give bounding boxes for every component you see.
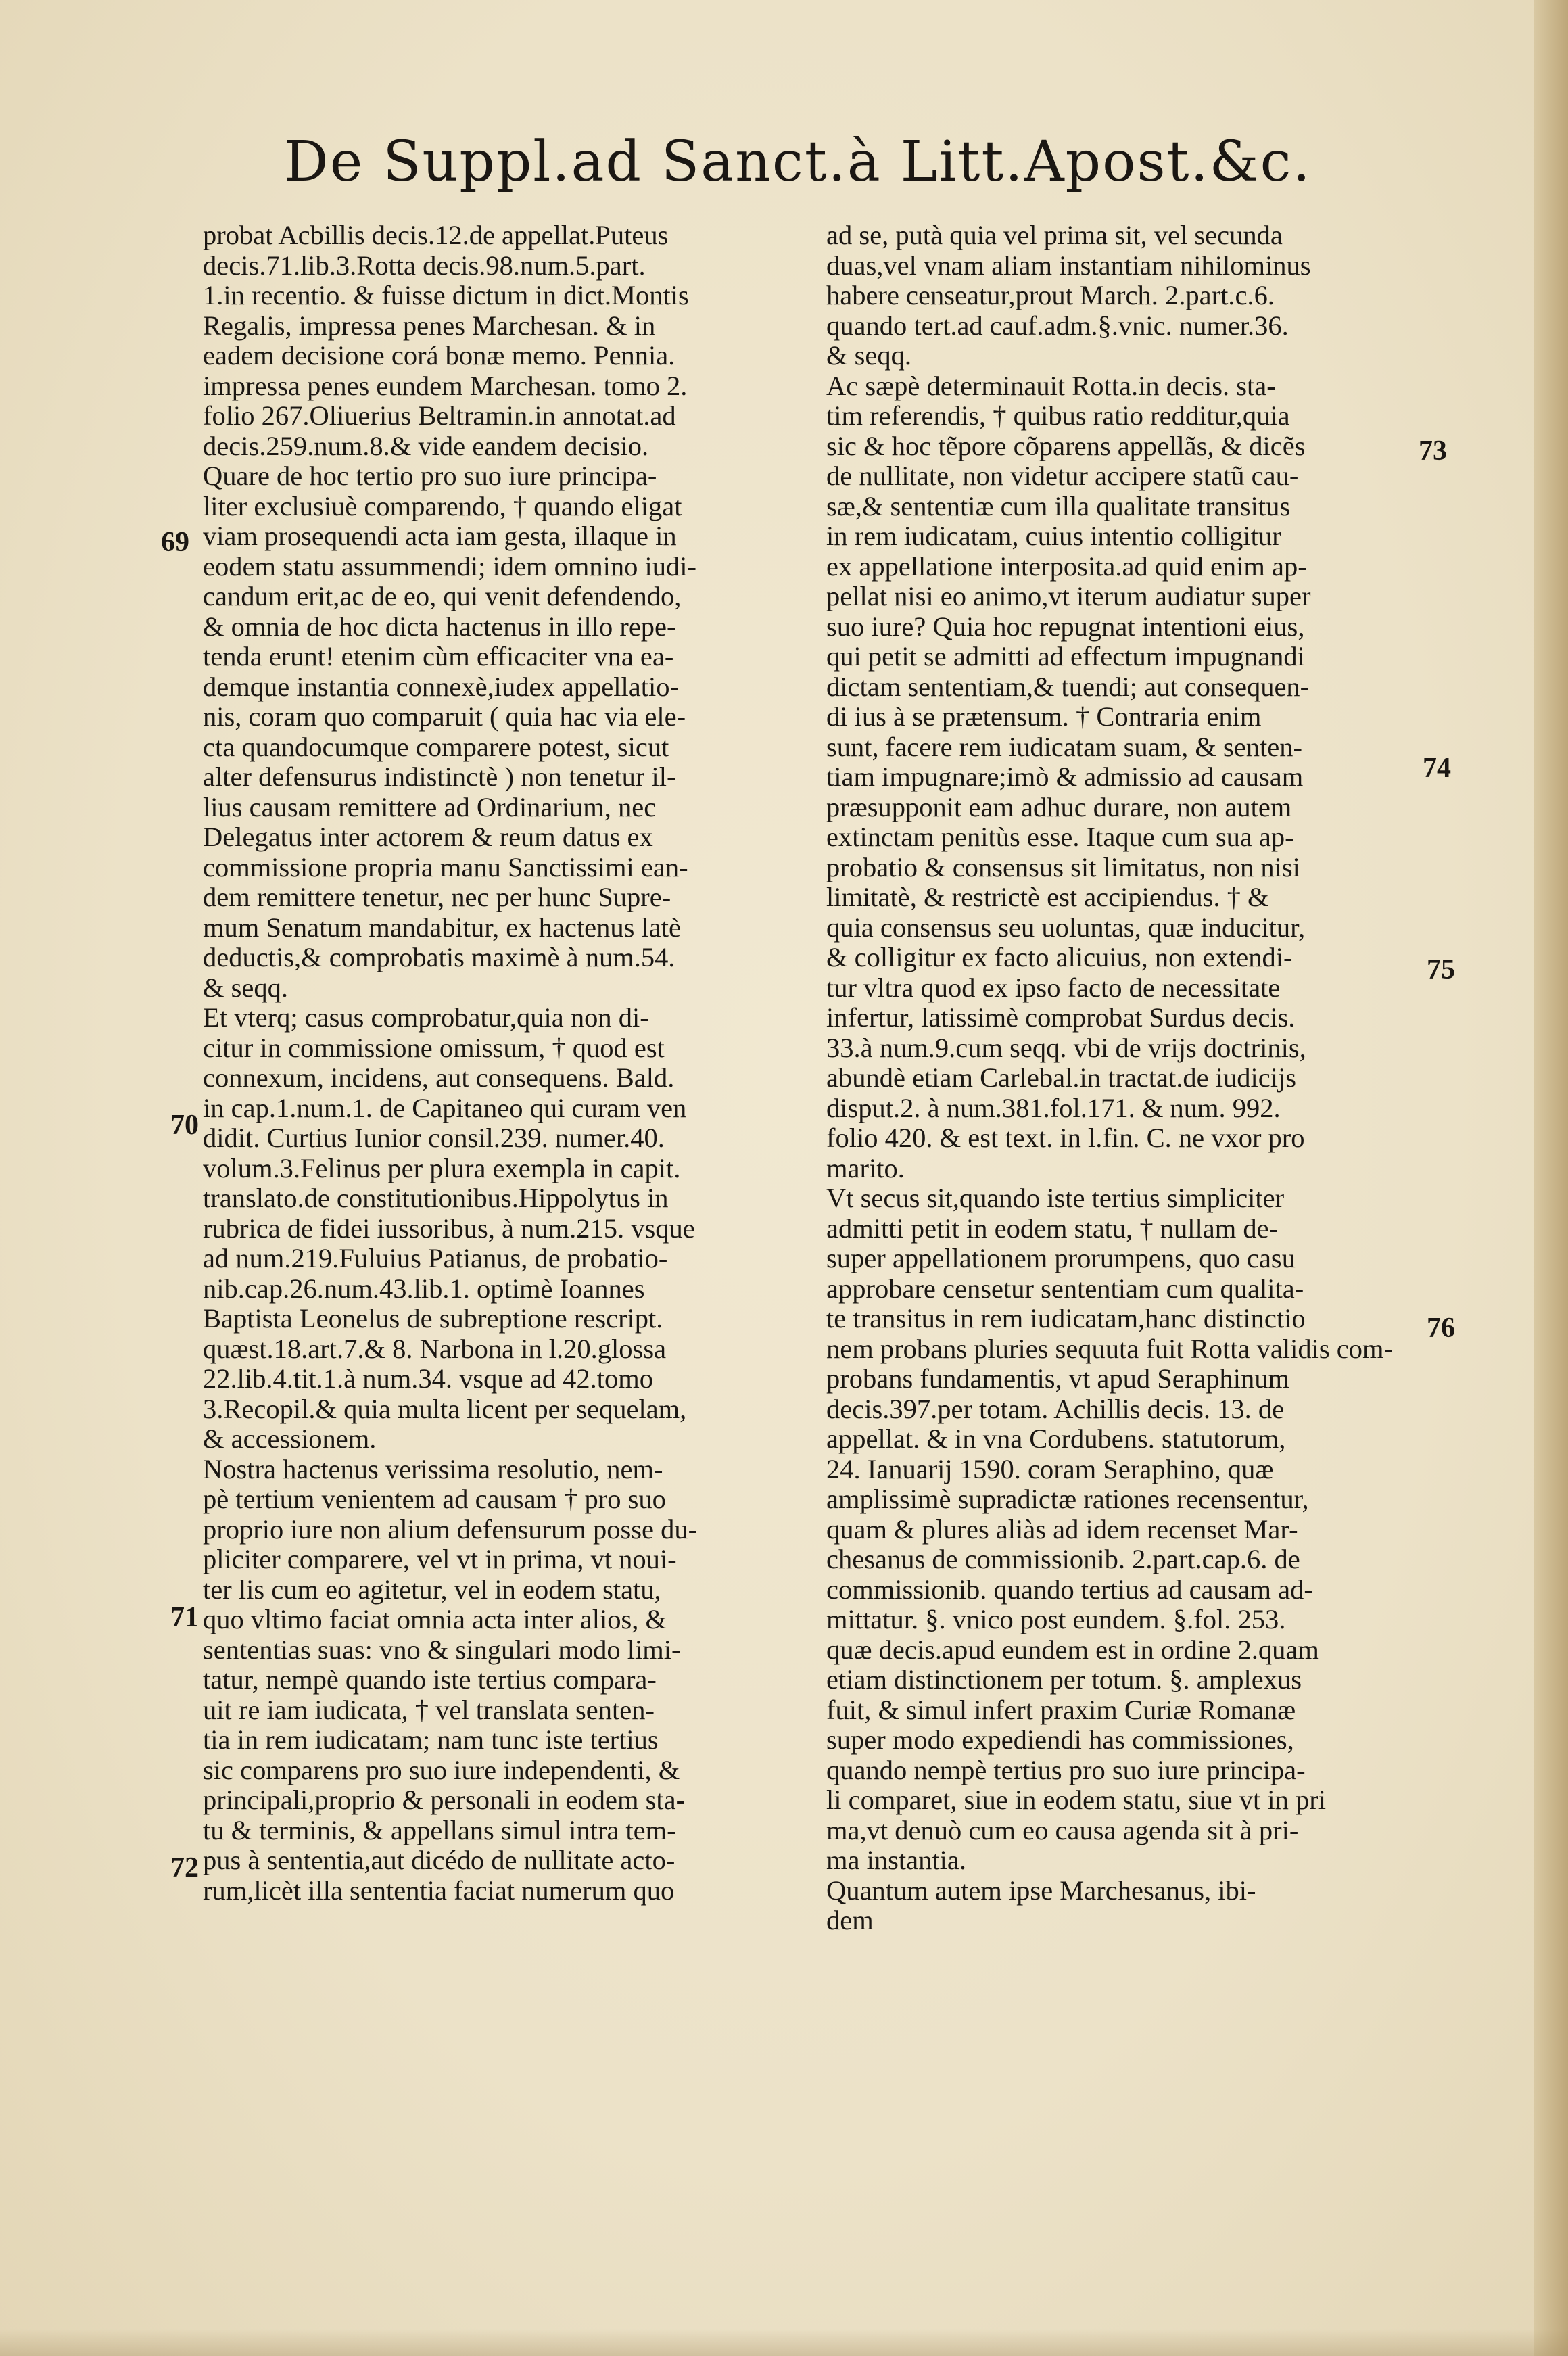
right-column-line: folio 420. & est text. in l.fin. C. ne vxor pro	[826, 1123, 1305, 1153]
left-column-line: viam prosequendi acta iam gesta, illaque in	[203, 521, 677, 551]
left-column-line: nib.cap.26.num.43.lib.1. optimè Ioannes	[203, 1273, 645, 1304]
right-column	[826, 220, 1415, 1936]
right-column-line: super appellationem prorumpens, quo casu	[826, 1243, 1296, 1273]
right-column-line: tim referendis, † quibus ratio redditur,quia	[826, 400, 1290, 431]
right-column-line: limitatè, & restrictè est accipiendus. † &	[826, 882, 1269, 912]
left-column-line: uit re iam iudicata, † vel translata senten-	[203, 1694, 655, 1725]
left-column-line: quo vltimo faciat omnia acta inter alios, &	[203, 1604, 667, 1634]
left-column-line: in cap.1.num.1. de Capitaneo qui curam ven	[203, 1092, 687, 1123]
right-column-line: Ac sæpè determinauit Rotta.in decis. sta-	[826, 370, 1276, 401]
left-column-line: ad num.219.Fuluius Patianus, de probatio-	[203, 1243, 668, 1273]
left-column-line: rubrica de fidei iussoribus, à num.215. vsque	[203, 1212, 695, 1244]
right-column-line: chesanus de commissionib. 2.part.cap.6. de	[826, 1544, 1300, 1574]
right-column-line: quando tert.ad cauf.adm.§.vnic. numer.36.	[826, 310, 1289, 341]
left-column-line: lius causam remittere ad Ordinarium, nec	[203, 791, 657, 822]
right-column-line: probatio & consensus sit limitatus, non nisi	[826, 851, 1300, 882]
left-column-line: commissione propria manu Sanctissimi ean-	[203, 851, 688, 882]
left-column	[203, 220, 805, 1906]
left-column-line: demque instantia connexè,iudex appellatio-	[203, 671, 680, 702]
right-column-line: Vt secus sit,quando iste tertius simpliciter	[826, 1183, 1285, 1213]
margin-number-76: 76	[1427, 1313, 1455, 1344]
margin-number-70: 70	[170, 1110, 199, 1141]
left-column-line: folio 267.Oliuerius Beltramin.in annotat.ad	[203, 400, 676, 431]
left-column-line: connexum, incidens, aut consequens. Bald.	[203, 1062, 675, 1093]
right-column-line: mittatur. §. vnico post eundem. §.fol. 253.	[826, 1604, 1286, 1634]
left-column-line: proprio iure non alium defensurum posse du-	[203, 1513, 698, 1545]
right-column-line: decis.397.per totam. Achillis decis. 13. de	[826, 1393, 1285, 1424]
right-column-line: disput.2. à num.381.fol.171. & num. 992.	[826, 1092, 1281, 1123]
left-column-line: Baptista Leonelus de subreptione rescript.	[203, 1303, 663, 1334]
right-column-line: & seqq.	[826, 340, 911, 371]
right-column-line: super modo expediendi has commissiones,	[826, 1724, 1294, 1755]
left-column-line: & omnia de hoc dicta hactenus in illo repe-	[203, 611, 676, 642]
right-column-line: 24. Ianuarij 1590. coram Seraphino, quæ	[826, 1453, 1274, 1484]
left-column-line: translato.de constitutionibus.Hippolytus in	[203, 1183, 669, 1213]
left-column-line: Quare de hoc tertio pro suo iure principa-	[203, 461, 657, 491]
left-column-line: 3.Recopil.& quia multa licent per sequelam,	[203, 1393, 687, 1424]
margin-number-71: 71	[170, 1602, 199, 1633]
right-column-line: te transitus in rem iudicatam,hanc distinctio	[826, 1303, 1306, 1334]
left-column-line: tenda erunt! etenim cùm efficaciter vna ea-	[203, 641, 674, 672]
left-column-line: alter defensurus indistinctè ) non tenetur il-	[203, 761, 676, 792]
right-column-line: probans fundamentis, vt apud Seraphinum	[826, 1363, 1289, 1394]
left-column-line: sententias suas: vno & singulari modo limi-	[203, 1634, 681, 1665]
right-column-line: qui petit se admitti ad effectum impugnandi	[826, 641, 1305, 672]
right-column-line: quia consensus seu uoluntas, quæ inducitur,	[826, 912, 1306, 943]
right-column-line: quæ decis.apud eundem est in ordine 2.quam	[826, 1634, 1319, 1665]
left-column-line: liter exclusiuè comparendo, † quando eligat	[203, 490, 682, 521]
left-column-line: pè tertium venientem ad causam † pro suo	[203, 1484, 666, 1514]
right-column-line: marito.	[826, 1152, 905, 1183]
right-column-line: di ius à se prætensum. † Contraria enim	[826, 701, 1262, 732]
left-column-line: tatur, nempè quando iste tertius compara-	[203, 1664, 657, 1695]
margin-number-69: 69	[161, 527, 189, 558]
right-column-line: li comparet, siue in eodem statu, siue vt in pri	[826, 1785, 1326, 1815]
left-column-line: tu & terminis, & appellans simul intra tem-	[203, 1814, 676, 1845]
left-column-line: Regalis, impressa penes Marchesan. & in	[203, 310, 656, 341]
left-column-line: Delegatus inter actorem & reum datus ex	[203, 822, 653, 852]
right-column-line: commissionib. quando tertius ad causam ad-	[826, 1574, 1313, 1605]
right-column-line: sic & hoc tẽpore cõparens appellãs, & dicẽs	[826, 430, 1306, 461]
left-column-line: citur in commissione omissum, † quod est	[203, 1032, 665, 1063]
right-column-line: sunt, facere rem iudicatam suam, & senten-	[826, 731, 1302, 762]
right-column-line: etiam distinctionem per totum. §. amplexus	[826, 1664, 1302, 1695]
left-column-line: dem remittere tenetur, nec per hunc Supre-	[203, 882, 671, 912]
page-edge-right	[1534, 0, 1568, 2356]
left-column-line: pliciter comparere, vel vt in prima, vt noui-	[203, 1544, 677, 1574]
left-column-line: tia in rem iudicatam; nam tunc iste tertius	[203, 1724, 659, 1755]
margin-number-74: 74	[1423, 753, 1451, 784]
right-column-line: suo iure? Quia hoc repugnat intentioni eius,	[826, 611, 1305, 642]
right-column-line: ma,vt denuò cum eo causa agenda sit à pri-	[826, 1814, 1299, 1845]
left-column-line: & accessionem.	[203, 1423, 377, 1454]
right-column-line: nem probans pluries sequuta fuit Rotta validis com-	[826, 1333, 1393, 1364]
right-column-line: abundè etiam Carlebal.in tractat.de iudicijs	[826, 1062, 1296, 1093]
left-column-line: volum.3.Felinus per plura exempla in capit.	[203, 1152, 681, 1183]
right-column-line: pellat nisi eo animo,vt iterum audiatur super	[826, 581, 1311, 611]
left-column-line: mum Senatum mandabitur, ex hactenus latè	[203, 912, 681, 943]
right-column-line: extinctam penitùs esse. Itaque cum sua ap-	[826, 822, 1294, 852]
right-column-line: quando nempè tertius pro suo iure principa-	[826, 1754, 1306, 1785]
right-column-line: duas,vel vnam aliam instantiam nihilominus	[826, 250, 1311, 281]
left-column-line: didit. Curtius Iunior consil.239. numer.40.	[203, 1123, 665, 1153]
page-edge-bottom	[0, 2329, 1568, 2356]
running-head: De Suppl.ad Sanct.à Litt.Apost.&c.	[284, 130, 1312, 194]
left-column-line: 1.in recentio. & fuisse dictum in dict.Montis	[203, 280, 689, 310]
margin-number-72: 72	[170, 1852, 199, 1883]
right-column-line: 33.à num.9.cum seqq. vbi de vrijs doctrinis,	[826, 1032, 1306, 1063]
left-column-line: cta quandocumque comparere potest, sicut	[203, 731, 669, 762]
margin-number-75: 75	[1427, 954, 1455, 985]
left-column-line: impressa penes eundem Marchesan. tomo 2.	[203, 370, 688, 401]
right-column-line: & colligitur ex facto alicuius, non extendi-	[826, 942, 1293, 972]
left-column-line: pus à sententia,aut dicédo de nullitate acto-	[203, 1845, 675, 1875]
left-column-line: probat Acbillis decis.12.de appellat.Puteus	[203, 220, 669, 250]
right-column-line: ad se, putà quia vel prima sit, vel secunda	[826, 220, 1283, 250]
right-column-line: de nullitate, non videtur accipere statũ cau-	[826, 461, 1299, 491]
right-column-line: infertur, latissimè comprobat Surdus decis.	[826, 1002, 1296, 1033]
left-column-line: eadem decisione corá bonæ memo. Pennia.	[203, 340, 675, 371]
right-column-line: approbare censetur sententiam cum qualita-	[826, 1273, 1304, 1304]
left-column-line: & seqq.	[203, 972, 288, 1003]
left-column-line: quæst.18.art.7.& 8. Narbona in l.20.glossa	[203, 1333, 667, 1364]
right-column-line: ex appellatione interposita.ad quid enim ap-	[826, 550, 1307, 582]
left-column-line: deductis,& comprobatis maximè à num.54.	[203, 942, 675, 972]
left-column-line: decis.71.lib.3.Rotta decis.98.num.5.part.	[203, 250, 646, 281]
right-column-line: admitti petit in eodem statu, † nullam de-	[826, 1212, 1279, 1244]
right-column-line: dictam sententiam,& tuendi; aut consequen-	[826, 671, 1310, 702]
left-column-line: sic comparens pro suo iure independenti, &	[203, 1754, 680, 1785]
right-column-line: tur vltra quod ex ipso facto de necessitate	[826, 972, 1281, 1003]
right-column-line: in rem iudicatam, cuius intentio colligitur	[826, 521, 1281, 551]
left-column-line: rum,licèt illa sententia faciat numerum quo	[203, 1875, 675, 1906]
left-column-line: nis, coram quo comparuit ( quia hac via ele-	[203, 701, 686, 732]
right-column-line: appellat. & in vna Cordubens. statutorum,	[826, 1423, 1286, 1454]
left-column-line: candum erit,ac de eo, qui venit defendendo,	[203, 581, 682, 611]
left-column-line: Et vterq; casus comprobatur,quia non di-	[203, 1002, 649, 1033]
right-column-line: dem	[826, 1905, 874, 1935]
left-column-line: ter lis cum eo agitetur, vel in eodem statu,	[203, 1574, 661, 1605]
right-column-line: præsupponit eam adhuc durare, non autem	[826, 791, 1292, 822]
left-column-line: 22.lib.4.tit.1.à num.34. vsque ad 42.tomo	[203, 1363, 653, 1394]
left-column-line: decis.259.num.8.& vide eandem decisio.	[203, 430, 649, 461]
right-column-line: quam & plures aliàs ad idem recenset Mar-	[826, 1513, 1298, 1545]
right-column-line: sæ,& sententiæ cum illa qualitate transitus	[826, 490, 1291, 521]
right-column-line: tiam impugnare;imò & admissio ad causam	[826, 761, 1304, 792]
left-column-line: principali,proprio & personali in eodem sta-	[203, 1785, 686, 1815]
left-column-line: eodem statu assummendi; idem omnino iudi-	[203, 550, 697, 582]
right-column-line: amplissimè supradictæ rationes recensentur,	[826, 1484, 1309, 1514]
right-column-line: Quantum autem ipse Marchesanus, ibi-	[826, 1875, 1256, 1906]
right-column-line: ma instantia.	[826, 1845, 966, 1875]
left-column-line: Nostra hactenus verissima resolutio, nem-	[203, 1453, 663, 1484]
margin-number-73: 73	[1419, 435, 1447, 467]
right-column-line: habere censeatur,prout March. 2.part.c.6.	[826, 280, 1275, 310]
right-column-line: fuit, & simul infert praxim Curiæ Romanæ	[826, 1694, 1296, 1725]
